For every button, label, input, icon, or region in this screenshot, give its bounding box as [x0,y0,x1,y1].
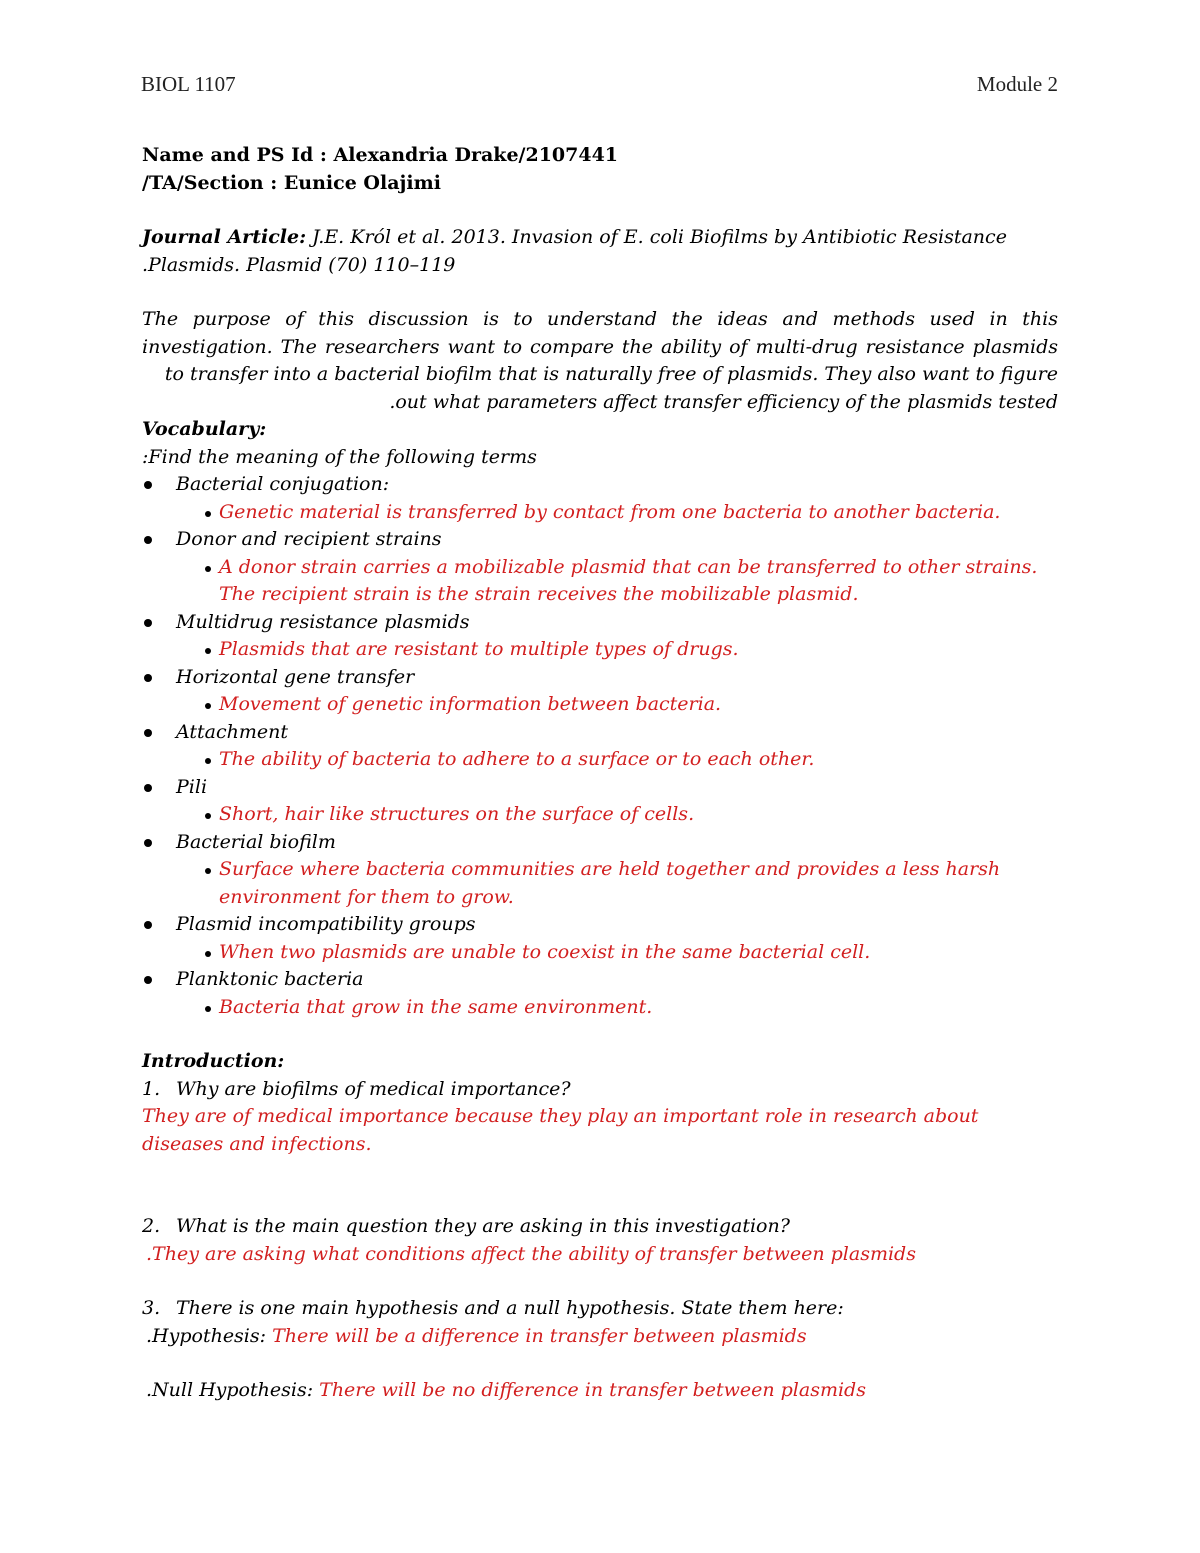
vocab-term: Planktonic bacteria [176,968,364,990]
question-3-number: 3. [142,1297,161,1319]
question-2 [142,1213,1058,1241]
hypothesis-label: .Hypothesis: [146,1324,273,1347]
document-body [142,142,1058,1405]
vocab-term: Horizontal gene transfer [176,665,415,688]
vocab-item [142,911,1058,966]
question-1-text: Why are biofilms of medical importance? [176,1077,571,1100]
vocab-definition: The ability of bacteria to adhere to a surface or to each other. [176,746,1058,774]
vocab-definition: Genetic material is transferred by contact from one bacteria to another bacteria. [176,499,1058,527]
vocab-definition: Movement of genetic information between bacteria. [176,691,1058,719]
header-course: BIOL 1107 [141,72,236,96]
question-2-number: 2. [142,1215,161,1237]
null-hypothesis-line [142,1377,1058,1405]
question-2-text: What is the main question they are asking in this investigation? [176,1215,790,1237]
introduction-heading: Introduction: [142,1050,285,1072]
answer-2: .They are asking what conditions affect the ability of transfer between plasmids [146,1242,916,1265]
vocab-term: Bacterial biofilm [176,830,336,853]
null-hypothesis-label: .Null Hypothesis: [146,1379,320,1401]
ta-section-line: /TA/Section : Eunice Olajimi [142,171,441,194]
vocabulary-heading: Vocabulary: [142,418,267,440]
vocabulary-instruction: :Find the meaning of the following terms [142,445,537,468]
journal-citation-1: J.E. Król et al. 2013. Invasion of E. coli Biofilms by Antibiotic Resistance [306,226,1007,248]
vocab-definition: A donor strain carries a mobilizable plasmid that can be transferred to other strains. The recipient strain is the strain receives the mobilizable plasmid. [176,554,1058,609]
journal-citation-2: .Plasmids. Plasmid (70) 110–119 [142,253,456,276]
question-3 [142,1295,1058,1323]
vocab-term: Multidrug resistance plasmids [176,610,470,633]
question-3-text: There is one main hypothesis and a null hypothesis. State them here: [176,1297,844,1319]
student-name-line: Name and PS Id : Alexandria Drake/2107441 [142,144,619,166]
vocab-term: Bacterial conjugation: [176,473,390,495]
vocab-definition: When two plasmids are unable to coexist in the same bacterial cell. [176,939,1058,967]
vocabulary-list [142,471,1058,1021]
vocab-term: Pili [176,775,208,798]
vocab-item [142,471,1058,526]
vocab-term: Plasmid incompatibility groups [176,913,476,935]
purpose-last-line: .out what parameters affect transfer efficiency of the plasmids tested [389,390,1058,413]
vocab-item [142,829,1058,912]
purpose-paragraph: The purpose of this discussion is to understand the ideas and methods used in this investigation. The researchers want to compare the ability of multi-drug resistance plasmids to transfer into a bacterial biofilm that is naturally free of plasmids. They also want to figure [142,308,1058,385]
vocab-item [142,719,1058,774]
question-1 [142,1076,1058,1104]
vocab-term: Attachment [176,720,288,743]
header-module: Module 2 [976,72,1058,96]
vocab-item [142,526,1058,609]
vocab-definition: Bacteria that grow in the same environment. [176,994,1058,1022]
vocab-item [142,609,1058,664]
hypothesis-answer: There will be a difference in transfer between plasmids [272,1324,807,1347]
null-hypothesis-answer: There will be no difference in transfer between plasmids [319,1379,866,1401]
answer-1: They are of medical importance because they play an important role in research about diseases and infections. [142,1105,979,1155]
vocab-item [142,774,1058,829]
hypothesis-line [142,1323,1058,1351]
journal-article-line [142,224,1058,252]
vocab-definition: Surface where bacteria communities are held together and provides a less harsh environment for them to grow. [176,856,1058,911]
vocab-item [142,664,1058,719]
journal-article-label: Journal Article: [142,226,307,248]
vocab-term: Donor and recipient strains [176,528,442,550]
question-1-number: 1. [142,1077,161,1100]
vocab-definition: Short, hair like structures on the surface of cells. [176,801,1058,829]
vocab-definition: Plasmids that are resistant to multiple types of drugs. [176,636,1058,664]
vocab-item [142,966,1058,1021]
